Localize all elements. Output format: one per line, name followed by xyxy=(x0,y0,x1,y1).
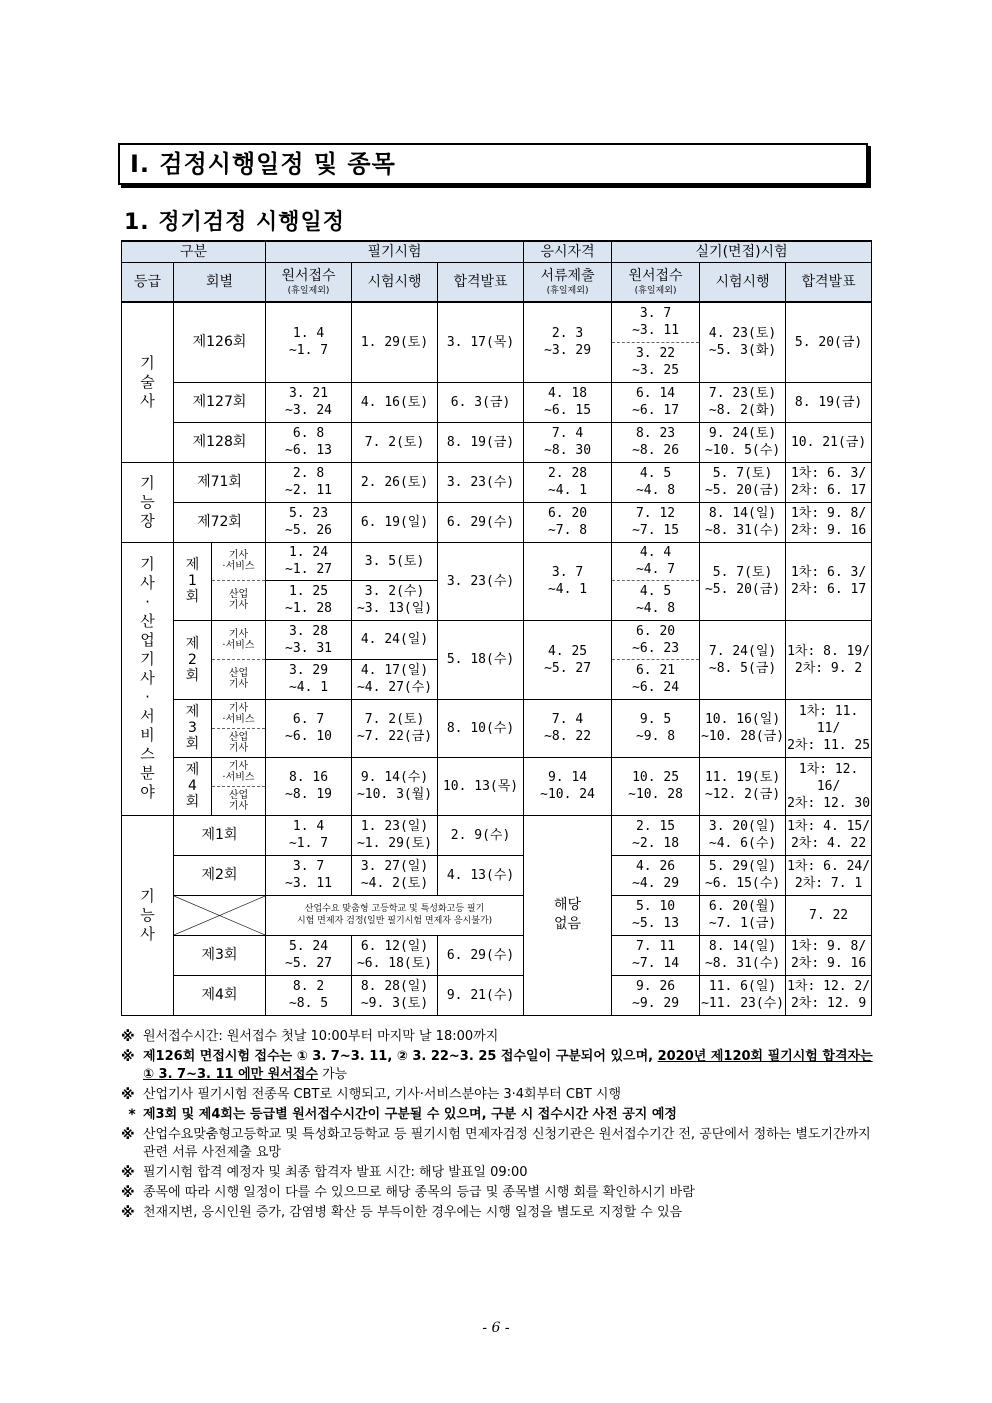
doc-cell: 4. 25 ~5. 27 xyxy=(524,620,612,699)
header-written: 필기시험 xyxy=(266,241,524,263)
note-item xyxy=(121,1028,881,1046)
kind-gisa-service: 기사 ·서비스 xyxy=(212,757,266,786)
round-label: 제 4 회 xyxy=(174,757,212,815)
p-apply-cell: 6. 21 ~6. 24 xyxy=(612,659,700,699)
w-exam-cell: 7. 2(토) ~7. 22(금) xyxy=(352,699,438,757)
w-exam-cell: 2. 26(토) xyxy=(352,462,438,502)
group-engineer: 기 사 · 산 업 기 사 · 서 비 스 분 야 xyxy=(122,542,174,815)
note-item xyxy=(121,1086,881,1104)
w-apply-cell: 3. 7 ~3. 11 xyxy=(266,855,352,895)
doc-cell: 4. 18 ~6. 15 xyxy=(524,382,612,422)
note-text-underlined: 2020년 제120회 필기시험 합격자는 ① 3. 7~3. 11 에만 원서접수 xyxy=(143,1049,873,1082)
p-result-cell: 8. 19(금) xyxy=(786,382,872,422)
p-result-cell: 1차: 12. 16/ 2차: 12. 30 xyxy=(786,757,872,815)
w-exam-cell: 3. 5(토) xyxy=(352,542,438,580)
header-w-exam: 시험시행 xyxy=(352,263,438,303)
w-exam-cell: 3. 27(일) ~4. 2(토) xyxy=(352,855,438,895)
w-exam-cell: 7. 2(토) xyxy=(352,422,438,462)
header-practical: 실기(면접)시험 xyxy=(612,241,872,263)
header-round: 회별 xyxy=(174,263,266,303)
doc-cell: 2. 3 ~3. 29 xyxy=(524,302,612,382)
w-result-cell: 3. 23(수) xyxy=(438,542,524,620)
w-apply-cell: 3. 28 ~3. 31 xyxy=(266,620,352,659)
w-exam-cell: 3. 2(수) ~3. 13(일) xyxy=(352,580,438,620)
w-apply-cell: 1. 24 ~1. 27 xyxy=(266,542,352,580)
p-apply-cell: 3. 7 ~3. 11 xyxy=(612,302,700,342)
p-result-cell: 1차: 6. 3/ 2차: 6. 17 xyxy=(786,462,872,502)
kind-gisa-service: 기사 ·서비스 xyxy=(212,699,266,728)
p-exam-cell: 6. 20(월) ~7. 1(금) xyxy=(700,895,786,935)
p-result-cell: 7. 22 xyxy=(786,895,872,935)
doc-label: 서류제출 xyxy=(540,267,595,284)
doc-cell: 9. 14 ~10. 24 xyxy=(524,757,612,815)
p-result-cell: 5. 20(금) xyxy=(786,302,872,382)
w-apply-cell: 6. 8 ~6. 13 xyxy=(266,422,352,462)
w-apply-cell: 1. 4 ~1. 7 xyxy=(266,302,352,382)
w-apply-cell: 5. 24 ~5. 27 xyxy=(266,935,352,975)
w-exam-cell: 1. 23(일) ~1. 29(토) xyxy=(352,815,438,855)
note-text: 원서접수시간: 원서접수 첫날 10:00부터 마지막 날 18:00까지 xyxy=(143,1029,499,1044)
p-apply-cell: 9. 26 ~9. 29 xyxy=(612,975,700,1015)
note-text: 제3회 및 제4회는 등급별 원서접수시간이 구분될 수 있으며, 구분 시 접수시간 사전 공지 예정 xyxy=(143,1107,677,1122)
group-craftsman: 기 능 장 xyxy=(122,462,174,542)
p-apply-cell: 4. 26 ~4. 29 xyxy=(612,855,700,895)
p-apply-cell: 9. 5 ~9. 8 xyxy=(612,699,700,757)
note-text: 산업기사 필기시험 전종목 CBT로 시행되고, 기사·서비스분야는 3·4회부터 CBT 시행 xyxy=(143,1087,622,1102)
w-apply-cell: 8. 16 ~8. 19 xyxy=(266,757,352,815)
doc-cell: 7. 4 ~8. 22 xyxy=(524,699,612,757)
kind-industrial: 산업 기사 xyxy=(212,659,266,699)
w-apply-cell: 2. 8 ~2. 11 xyxy=(266,462,352,502)
round-label: 제72회 xyxy=(174,502,266,542)
p-apply-cell: 6. 20 ~6. 23 xyxy=(612,620,700,659)
p-apply-cell: 2. 15 ~2. 18 xyxy=(612,815,700,855)
doc-cell: 3. 7 ~4. 1 xyxy=(524,542,612,620)
w-result-cell: 3. 23(수) xyxy=(438,462,524,502)
note-item xyxy=(121,1048,881,1084)
cross-mark-icon xyxy=(174,896,265,935)
w-result-cell: 3. 17(목) xyxy=(438,302,524,382)
exemption-note: 산업수요 맞춤형 고등학교 및 특성화고등 필기 시험 면제자 검정(일반 필기시험 면제자 응시불가) xyxy=(266,895,524,935)
w-exam-cell: 4. 16(토) xyxy=(352,382,438,422)
p-apply-cell: 7. 12 ~7. 15 xyxy=(612,502,700,542)
round-label: 제1회 xyxy=(174,815,266,855)
round-label: 제126회 xyxy=(174,302,266,382)
p-result-cell: 10. 21(금) xyxy=(786,422,872,462)
p-result-cell: 1차: 6. 3/ 2차: 6. 17 xyxy=(786,542,872,620)
p-apply-cell: 5. 10 ~5. 13 xyxy=(612,895,700,935)
round-label: 제4회 xyxy=(174,975,266,1015)
p-apply-cell: 10. 25 ~10. 28 xyxy=(612,757,700,815)
p-apply-cell: 3. 22 ~3. 25 xyxy=(612,342,700,382)
doc-cell: 7. 4 ~8. 30 xyxy=(524,422,612,462)
p-exam-cell: 3. 20(일) ~4. 6(수) xyxy=(700,815,786,855)
p-exam-cell: 5. 7(토) ~5. 20(금) xyxy=(700,462,786,502)
p-apply-cell: 7. 11 ~7. 14 xyxy=(612,935,700,975)
w-apply-cell: 8. 2 ~8. 5 xyxy=(266,975,352,1015)
reference-mark-icon: ※ xyxy=(121,1029,135,1045)
kind-industrial: 산업 기사 xyxy=(212,786,266,815)
kind-industrial: 산업 기사 xyxy=(212,728,266,757)
page-number: - 6 - xyxy=(482,1320,510,1336)
reference-mark-icon: ※ xyxy=(121,1087,135,1103)
w-result-cell: 4. 13(수) xyxy=(438,855,524,895)
w-result-cell: 6. 29(수) xyxy=(438,935,524,975)
p-apply-cell: 6. 14 ~6. 17 xyxy=(612,382,700,422)
note-text xyxy=(143,1048,881,1084)
page-heading: Ⅰ. 검정시행일정 및 종목 xyxy=(118,143,868,185)
p-result-cell: 1차: 11. 11/ 2차: 11. 25 xyxy=(786,699,872,757)
w-exam-cell: 6. 12(일) ~6. 18(토) xyxy=(352,935,438,975)
reference-mark-icon: ※ xyxy=(121,1165,135,1181)
note-text: 산업수요맞춤형고등학교 및 특성화고등학교 등 필기시험 면제자검정 신청기관은 원서접수기간 전, 공단에서 정하는 별도기간까지 관련 서류 사전제출 요망 xyxy=(143,1127,871,1160)
round-label: 제 3 회 xyxy=(174,699,212,757)
w-apply-cell: 6. 7 ~6. 10 xyxy=(266,699,352,757)
reference-mark-icon: ※ xyxy=(121,1205,135,1221)
header-w-result: 합격발표 xyxy=(438,263,524,303)
w-result-cell: 8. 19(금) xyxy=(438,422,524,462)
header-p-exam: 시험시행 xyxy=(700,263,786,303)
w-apply-cell: 5. 23 ~5. 26 xyxy=(266,502,352,542)
reference-mark-icon: ※ xyxy=(121,1185,135,1201)
reference-mark-icon: ※ xyxy=(121,1127,135,1143)
p-exam-cell: 4. 23(토) ~5. 3(화) xyxy=(700,302,786,382)
w-apply-cell: 1. 4 ~1. 7 xyxy=(266,815,352,855)
round-label: 제2회 xyxy=(174,855,266,895)
p-result-cell: 1차: 9. 8/ 2차: 9. 16 xyxy=(786,935,872,975)
p-exam-cell: 11. 19(토) ~12. 2(금) xyxy=(700,757,786,815)
round-label: 제71회 xyxy=(174,462,266,502)
w-result-cell: 6. 3(금) xyxy=(438,382,524,422)
note-text: 종목에 따라 시행 일정이 다를 수 있으므로 해당 종목의 등급 및 종목별 시행 회를 확인하시기 바람 xyxy=(143,1185,695,1200)
p-apply-cell: 4. 5 ~4. 8 xyxy=(612,580,700,620)
w-apply-label: 원서접수 xyxy=(281,267,336,284)
w-exam-cell: 4. 24(일) xyxy=(352,620,438,659)
w-exam-cell: 9. 14(수) ~10. 3(월) xyxy=(352,757,438,815)
header-p-result: 합격발표 xyxy=(786,263,872,303)
round-label: 제128회 xyxy=(174,422,266,462)
note-item xyxy=(121,1164,881,1182)
notes-section xyxy=(121,1028,881,1224)
doc-cell: 2. 28 ~4. 1 xyxy=(524,462,612,502)
round-label: 제 2 회 xyxy=(174,620,212,699)
w-apply-cell: 3. 21 ~3. 24 xyxy=(266,382,352,422)
p-result-cell: 1차: 12. 2/ 2차: 12. 9 xyxy=(786,975,872,1015)
note-item xyxy=(121,1204,881,1222)
w-result-cell: 10. 13(목) xyxy=(438,757,524,815)
p-exam-cell: 9. 24(토) ~10. 5(수) xyxy=(700,422,786,462)
holiday-excl-label: (휴일제외) xyxy=(287,285,330,296)
w-result-cell: 9. 21(수) xyxy=(438,975,524,1015)
header-grade: 등급 xyxy=(122,263,174,303)
p-result-cell: 1차: 9. 8/ 2차: 9. 16 xyxy=(786,502,872,542)
w-exam-cell: 4. 17(일) ~4. 27(수) xyxy=(352,659,438,699)
p-apply-label: 원서접수 xyxy=(628,267,683,284)
p-exam-cell: 10. 16(일) ~10. 28(금) xyxy=(700,699,786,757)
w-result-cell: 6. 29(수) xyxy=(438,502,524,542)
reference-mark-icon: ※ xyxy=(121,1049,135,1065)
header-doc xyxy=(524,263,612,303)
p-exam-cell: 7. 24(일) ~8. 5(금) xyxy=(700,620,786,699)
group-master: 기 술 사 xyxy=(122,302,174,462)
round-label: 제 1 회 xyxy=(174,542,212,620)
note-item xyxy=(121,1184,881,1202)
note-item xyxy=(121,1126,881,1162)
round-label: 제3회 xyxy=(174,935,266,975)
note-text: 천재지변, 응시인원 증가, 감염병 확산 등 부득이한 경우에는 시행 일정을 별도로 지정할 수 있음 xyxy=(143,1205,683,1220)
kind-gisa-service: 기사 ·서비스 xyxy=(212,542,266,580)
note-text-tail: 가능 xyxy=(317,1067,348,1082)
p-exam-cell: 11. 6(일) ~11. 23(수) xyxy=(700,975,786,1015)
w-apply-cell: 1. 25 ~1. 28 xyxy=(266,580,352,620)
note-text: 필기시험 합격 예정자 및 최종 합격자 발표 시간: 해당 발표일 09:00 xyxy=(143,1165,528,1180)
kind-gisa-service: 기사 ·서비스 xyxy=(212,620,266,659)
p-exam-cell: 8. 14(일) ~8. 31(수) xyxy=(700,502,786,542)
round-label: 제127회 xyxy=(174,382,266,422)
p-result-cell: 1차: 4. 15/ 2차: 4. 22 xyxy=(786,815,872,855)
exam-schedule-table xyxy=(121,240,872,1016)
doc-not-applicable: 해당 없음 xyxy=(524,815,612,1015)
holiday-excl-label: (휴일제외) xyxy=(546,285,589,296)
doc-cell: 6. 20 ~7. 8 xyxy=(524,502,612,542)
w-result-cell: 5. 18(수) xyxy=(438,620,524,699)
p-apply-cell: 8. 23 ~8. 26 xyxy=(612,422,700,462)
p-exam-cell: 8. 14(일) ~8. 31(수) xyxy=(700,935,786,975)
w-exam-cell: 1. 29(토) xyxy=(352,302,438,382)
section-title: 1. 정기검정 시행일정 xyxy=(124,210,345,235)
p-apply-cell: 4. 4 ~4. 7 xyxy=(612,542,700,580)
p-exam-cell: 7. 23(토) ~8. 2(화) xyxy=(700,382,786,422)
group-functional: 기 능 사 xyxy=(122,815,174,1015)
p-result-cell: 1차: 6. 24/ 2차: 7. 1 xyxy=(786,855,872,895)
p-exam-cell: 5. 7(토) ~5. 20(금) xyxy=(700,542,786,620)
header-category: 구분 xyxy=(122,241,266,263)
note-item xyxy=(121,1106,881,1124)
asterisk-icon: * xyxy=(128,1107,136,1123)
crossed-out-cell xyxy=(174,895,266,935)
kind-industrial: 산업 기사 xyxy=(212,580,266,620)
header-p-apply xyxy=(612,263,700,303)
note-text-bold: 제126회 면접시험 접수는 ① 3. 7~3. 11, ② 3. 22~3. 25 접수일이 구분되어 있으며, xyxy=(143,1049,658,1064)
w-exam-cell: 6. 19(일) xyxy=(352,502,438,542)
p-apply-cell: 4. 5 ~4. 8 xyxy=(612,462,700,502)
w-apply-cell: 3. 29 ~4. 1 xyxy=(266,659,352,699)
header-doc-top: 응시자격 xyxy=(524,241,612,263)
w-result-cell: 2. 9(수) xyxy=(438,815,524,855)
header-w-apply xyxy=(266,263,352,303)
w-result-cell: 8. 10(수) xyxy=(438,699,524,757)
holiday-excl-label: (휴일제외) xyxy=(634,285,677,296)
p-result-cell: 1차: 8. 19/ 2차: 9. 2 xyxy=(786,620,872,699)
p-exam-cell: 5. 29(일) ~6. 15(수) xyxy=(700,855,786,895)
w-exam-cell: 8. 28(일) ~9. 3(토) xyxy=(352,975,438,1015)
